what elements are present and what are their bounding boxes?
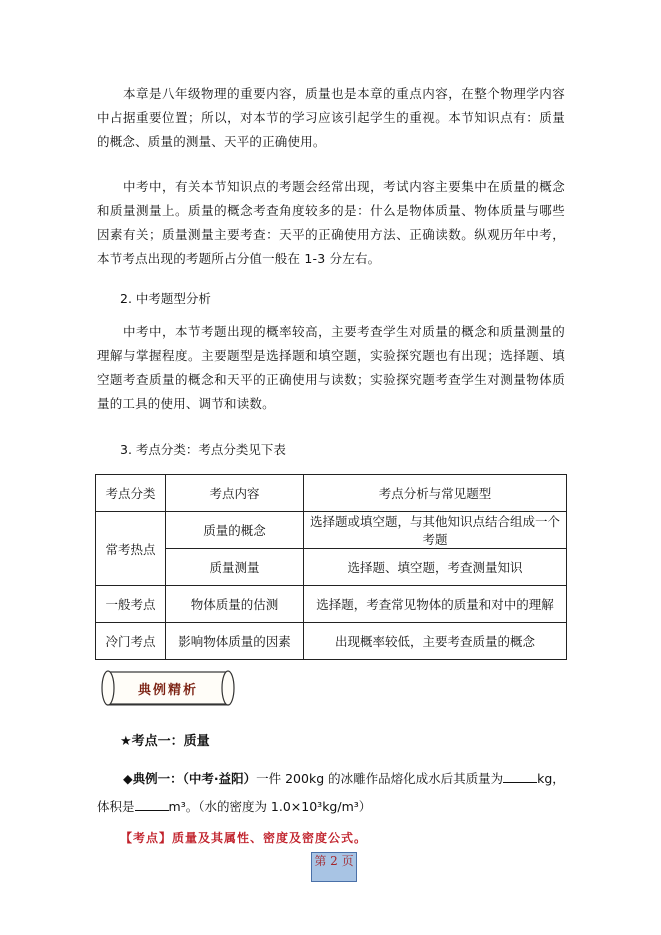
- intro-block-2: [97, 175, 565, 271]
- table-header-row: [96, 475, 567, 512]
- page-number-label: 第 2 页: [314, 854, 354, 868]
- example-source: （中考·益阳）: [182, 771, 257, 786]
- kaodian-table: [95, 474, 567, 660]
- page-number-badge: [311, 852, 357, 882]
- table-category-cell: 常考热点: [96, 512, 166, 586]
- kaodian-1-title: ★考点一：质量: [120, 734, 210, 749]
- table-content-cell: 影响物体质量的因素: [166, 623, 304, 660]
- section-3-heading: 3. 考点分类：考点分类见下表: [120, 442, 286, 457]
- table-category-cell: 一般考点: [96, 586, 166, 623]
- section-2-heading: 2. 中考题型分析: [120, 291, 211, 306]
- kaodian-note: 【考点】质量及其属性、密度及密度公式。: [120, 831, 368, 845]
- table-analysis-cell: 出现概率较低，主要考查质量的概念: [304, 623, 567, 660]
- intro-block: [97, 82, 565, 154]
- intro-paragraph-1: 本章是八年级物理的重要内容，质量也是本章的重点内容，在整个物理学内容中占据重要位置；所以，对本节的学习应该引起学生的重视。本节知识点有：质量的概念、质量的测量、天平的正确使用。: [97, 86, 565, 149]
- section-2-block: [97, 320, 565, 416]
- example-unit-b: m³。（水的密度为 1.0×10³kg/m³）: [168, 799, 372, 814]
- table-analysis-cell: 选择题或填空题，与其他知识点结合组成一个考题: [304, 512, 567, 549]
- example-unit-a: kg，体积是: [97, 771, 565, 814]
- example-1: [97, 765, 567, 821]
- banner-label: 典例精析: [137, 683, 198, 698]
- table-category-cell: 冷门考点: [96, 623, 166, 660]
- table-content-cell: 质量的概念: [166, 512, 304, 549]
- table-row: [96, 586, 567, 623]
- table-header-cell: 考点分类: [96, 475, 166, 512]
- table-content-cell: 物体质量的估测: [166, 586, 304, 623]
- intro-paragraph-2: 中考中，有关本节知识点的考题会经常出现，考试内容主要集中在质量的概念和质量测量上。质量的概念考查角度较多的是：什么是物体质量、物体质量与哪些因素有关；质量测量主要考查：天平的正确使用方法、正确读数。纵观历年中考，本节考点出现的考题所占分值一般在 1-3 分左右。: [97, 179, 565, 266]
- answer-blank-2: [135, 798, 169, 811]
- table-analysis-cell: 选择题、填空题，考查测量知识: [304, 549, 567, 586]
- section-2-text: 中考中，本节考题出现的概率较高，主要考查学生对质量的概念和质量测量的理解与掌握程度。主要题型是选择题和填空题，实验探究题也有出现；选择题、填空题考查质量的概念和天平的正确使用与读数；实验探究题考查学生对测量物体质量的工具的使用、调节和读数。: [97, 324, 565, 411]
- example-lead: ◆典例一：: [123, 771, 183, 786]
- table-analysis-cell: 选择题，考查常见物体的质量和对中的理解: [304, 586, 567, 623]
- table-row: [96, 549, 567, 586]
- table-row: [96, 512, 567, 549]
- example-text-a: 一件 200kg 的冰雕作品熔化成水后其质量为: [256, 771, 504, 786]
- table-header-cell: 考点内容: [166, 475, 304, 512]
- table-header-cell: 考点分析与常见题型: [304, 475, 567, 512]
- answer-blank-1: [503, 770, 537, 783]
- table-content-cell: 质量测量: [166, 549, 304, 586]
- table-row: [96, 623, 567, 660]
- section-banner: [100, 669, 236, 709]
